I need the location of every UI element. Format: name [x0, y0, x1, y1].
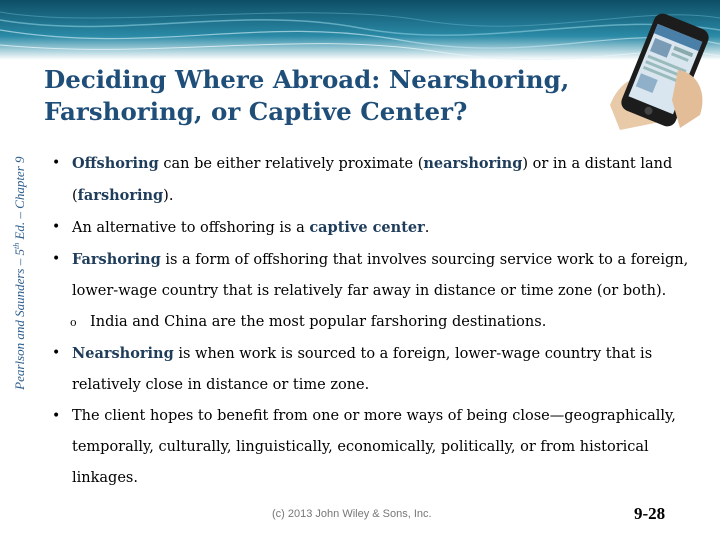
key-term: captive center: [309, 219, 425, 236]
key-term: Offshoring: [72, 155, 159, 172]
bullet-list: [52, 148, 692, 494]
key-term: farshoring: [77, 187, 164, 204]
footer-copyright: (c) 2013 John Wiley & Sons, Inc.: [272, 508, 432, 520]
bullet-text: An alternative to offshoring is a: [72, 220, 310, 236]
bullet-item: [52, 148, 692, 212]
key-term: Farshoring: [72, 251, 161, 268]
bullet-text: India and China are the most popular farshoring destinations.: [90, 314, 547, 330]
bullet-item: [52, 401, 692, 494]
side-chapter-label: Pearlson and Saunders – 5th Ed. – Chapter 9: [11, 156, 28, 390]
sub-bullet-marker: o: [70, 316, 77, 329]
key-term: Nearshoring: [72, 345, 174, 362]
bullet-text: .: [424, 220, 430, 236]
bullet-marker: •: [52, 251, 61, 267]
key-term: nearshoring: [423, 155, 523, 172]
bullet-text: ).: [163, 188, 174, 204]
title-line-1: Deciding Where Abroad: Nearshoring,: [44, 65, 570, 94]
bullet-marker: •: [52, 219, 61, 235]
sub-bullet-item: [52, 307, 692, 338]
slide-title: [44, 64, 604, 128]
bullet-text: The client hopes to benefit from one or more ways of being close—geographically, temporally, culturally, linguistically, economically, politically, or from historical linkages.: [72, 408, 676, 486]
smartphone-in-hand-icon: [600, 10, 718, 130]
page-number: 9-28: [634, 504, 666, 523]
bullet-marker: •: [52, 408, 61, 424]
title-line-2: Farshoring, or Captive Center?: [44, 97, 468, 126]
bullet-text: ) or in a distant land (: [72, 156, 673, 204]
bullet-item: [52, 212, 692, 244]
bullet-text: can be either relatively proximate (: [158, 156, 424, 172]
bullet-marker: •: [52, 155, 61, 171]
bullet-text: is a form of offshoring that involves sourcing service work to a foreign, lower-wage country that is relatively far away in distance or time zone (or both).: [72, 252, 689, 299]
bullet-item: [52, 244, 692, 307]
bullet-marker: •: [52, 345, 61, 361]
bullet-text: is when work is sourced to a foreign, lower-wage country that is relatively close in distance or time zone.: [72, 346, 653, 393]
bullet-item: [52, 338, 692, 401]
